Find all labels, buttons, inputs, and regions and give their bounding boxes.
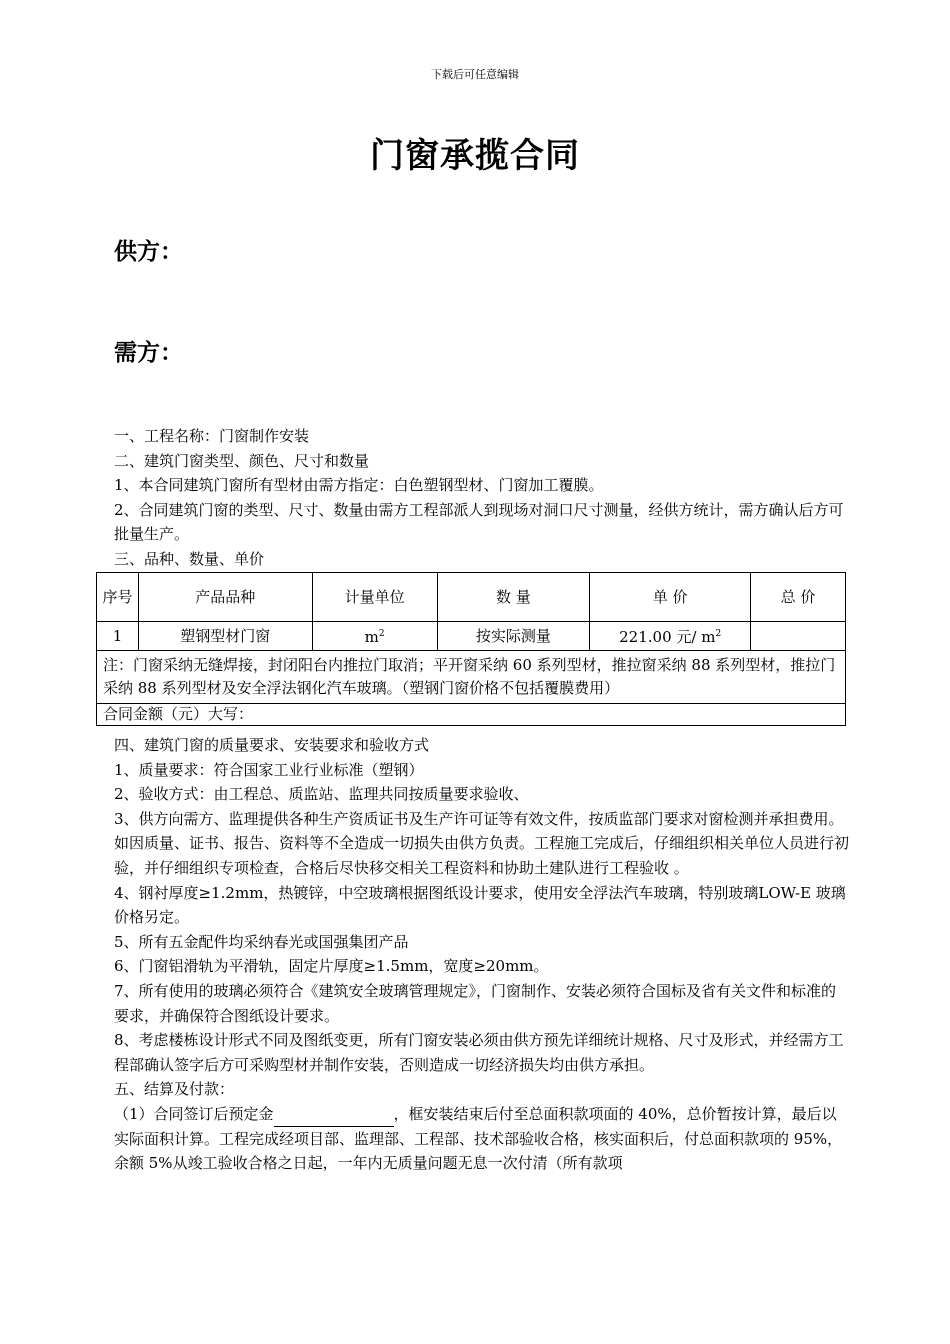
cell-total bbox=[751, 622, 846, 651]
clause-rails: 6、门窗铝滑轨为平滑轨，固定片厚度≥1.5mm，宽度≥20mm。 bbox=[114, 957, 549, 976]
clause-hardware: 5、所有五金配件均采纳春光或国强集团产品 bbox=[114, 932, 409, 951]
cell-quantity: 按实际测量 bbox=[437, 622, 590, 651]
clause-design-change: 8、考虑楼栋设计形式不同及图纸变更，所有门窗安装必须由供方预先详细统计规格、尺寸及形式，并经需方工程部确认签字后方可采购型材并制作安装，否则造成一切经济损失均由供方承担。 bbox=[114, 1031, 844, 1074]
clause-quality-heading: 四、建筑门窗的质量要求、安装要求和验收方式 bbox=[114, 736, 430, 754]
clause-quality-standard: 1、质量要求：符合国家工业行业标准（塑钢） bbox=[114, 760, 424, 779]
table-row bbox=[97, 622, 846, 651]
section-project-info bbox=[114, 424, 850, 572]
clause-glass: 7、所有使用的玻璃必须符合《建筑安全玻璃管理规定》，门窗制作、安装必须符合国标及省有关文件和标准的要求，并确保符合图纸设计要求。 bbox=[114, 981, 837, 1025]
clause-measurement: 2、合同建筑门窗的类型、尺寸、数量由需方工程部派人到现场对洞口尺寸测量，经供方统计，需方确认后方可批量生产。 bbox=[114, 500, 844, 544]
header-quantity: 数 量 bbox=[437, 573, 590, 622]
header-note: 下载后可任意编辑 bbox=[431, 68, 519, 81]
clause-acceptance: 2、验收方式：由工程总、质监站、监理共同按质量要求验收、 bbox=[114, 785, 529, 804]
section-quality bbox=[114, 733, 850, 1176]
clause-certificates: 3、供方向需方、监理提供各种生产资质证书及生产许可证等有效文件，按质监部门要求对窗检测并承担费用。如因质量、证书、报告、资料等不全造成一切损失由供方负责。工程施工完成后，仔细组织相关单位人员进行初验，并仔细组织专项检查，合格后尽快移交相关工程资料和协助土建队进行工程验收 。 bbox=[114, 809, 850, 877]
clause-steel-lining: 4、钢衬厚度≥1.2mm，热镀锌，中空玻璃根据图纸设计要求，使用安全浮法汽车玻璃，特别玻璃LOW-E 玻璃价格另定。 bbox=[114, 883, 846, 927]
supplier-label: 供方： bbox=[114, 238, 183, 265]
clause-payment-heading: 五、结算及付款： bbox=[114, 1080, 235, 1099]
table-amount-row bbox=[97, 704, 846, 726]
document-title: 门窗承揽合同 bbox=[370, 136, 580, 176]
clause-payment-terms: （1）合同签订后预定金 ，框安装结束后付至总面积款项面的 40%，总价暂按计算，最后以实际面积计算。工程完成经项目部、监理部、工程部、技术部验收合格，核实面积后，付总面积款项的 95%，余额 5%从竣工验收合格之日起，一年内无质量问题无息一次付清（所有款项 bbox=[114, 1104, 843, 1173]
header-product: 产品品种 bbox=[138, 573, 312, 622]
header-unit: 计量单位 bbox=[312, 573, 437, 622]
table-note-row bbox=[97, 651, 846, 704]
clause-project-name: 一、工程名称：门窗制作安装 bbox=[114, 427, 310, 445]
table-note: 注：门窗采纳无缝焊接，封闭阳台内推拉门取消；平开窗采纳 60 系列型材，推拉窗采纳 88 系列型材，推拉门采纳 88 系列型材及安全浮法钢化汽车玻璃。（塑钢门窗价格不包括覆膜费用） bbox=[97, 651, 846, 704]
header-total: 总 价 bbox=[751, 573, 846, 622]
clause-material: 1、本合同建筑门窗所有型材由需方指定：白色塑钢型材、门窗加工覆膜。 bbox=[114, 476, 604, 495]
cell-price: 221.00 元/ $m^2$ bbox=[590, 622, 751, 651]
deposit-blank bbox=[274, 1110, 394, 1127]
table-header-row bbox=[97, 573, 846, 622]
contract-amount: 合同金额（元）大写： bbox=[97, 704, 846, 726]
header-price: 单 价 bbox=[590, 573, 751, 622]
header-no: 序号 bbox=[97, 573, 139, 622]
cell-no: 1 bbox=[97, 622, 139, 651]
clause-window-types: 二、建筑门窗类型、颜色、尺寸和数量 bbox=[114, 451, 370, 470]
clause-items-heading: 三、品种、数量、单价 bbox=[114, 549, 265, 568]
cell-product: 塑钢型材门窗 bbox=[138, 622, 312, 651]
buyer-label: 需方： bbox=[114, 339, 183, 366]
cell-unit: $m^2$ bbox=[312, 622, 437, 651]
items-table bbox=[96, 572, 846, 726]
